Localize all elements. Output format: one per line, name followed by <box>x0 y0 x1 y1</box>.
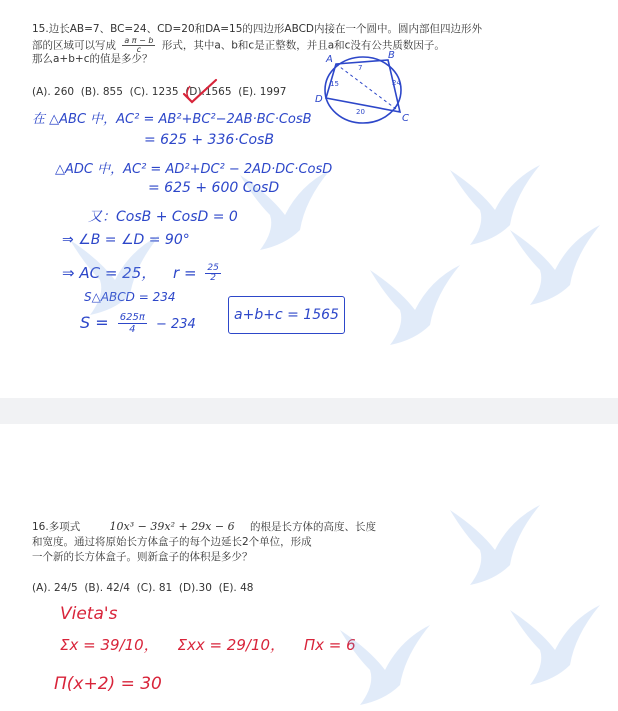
radius-fraction <box>205 264 220 283</box>
final-answer-box: a+b+c = 1565 <box>228 296 345 334</box>
s-denominator: 4 <box>129 324 136 335</box>
area-fraction <box>122 37 155 54</box>
side-cd-label: 20 <box>356 108 365 116</box>
problem-15-line-3: 那么a+b+c的值是多少？ <box>32 53 153 65</box>
problem-16-choices <box>32 582 253 595</box>
vieta-result: Π(x+2) = 30 <box>54 674 162 694</box>
s-numerator: 625π <box>119 312 145 323</box>
vieta-sum-1: Σx = 39/10， <box>60 636 159 654</box>
area-fraction-numerator: a π − b <box>124 36 154 45</box>
choice-d: (D).1565 <box>185 86 232 98</box>
work-line-8: S△ABCD = 234 <box>84 290 176 304</box>
work-line-2: = 625 + 336·CosB <box>144 132 274 148</box>
vertex-d-label: D <box>315 94 323 105</box>
problem-16-label: 16.多项式 <box>32 521 81 533</box>
choice-b: (B). 855 <box>80 86 123 98</box>
choice-e: (E). 1997 <box>238 86 287 98</box>
choice-a: (A). 260 <box>32 86 75 98</box>
ac-equals-25: ⇒ AC = 25， <box>62 264 157 282</box>
problem-16-line-1 <box>32 520 376 534</box>
problem-15-line-1: 15.边长AB=7、BC=24、CD=20和DA=15的四边形ABCD内接在一个圆中。圆内部但四边形外 <box>32 23 483 35</box>
choice-c: (C). 1235 <box>129 86 179 98</box>
vieta-sum-2: Σxx = 29/10， <box>177 636 286 654</box>
problem-15-line-2a: 部的区域可以写成 <box>32 39 116 52</box>
radius-numerator: 25 <box>207 263 219 273</box>
polynomial: 10x³ − 39x² + 29x − 6 <box>109 520 235 533</box>
problem-15-line-2b: 形式，其中a、b和c是正整数，并且a和c没有公共质数因子。 <box>161 39 445 52</box>
work-line-5: 又：CosB + CosD = 0 <box>88 209 238 225</box>
s-fraction <box>118 312 147 335</box>
work-line-3: △ADC 中，AC² = AD²+DC² − 2AD·DC·CosD <box>55 162 333 177</box>
s-label: S = <box>80 313 109 332</box>
s-minus-234: − 234 <box>155 317 196 332</box>
work-line-4: = 625 + 600 CosD <box>148 180 280 196</box>
work-line-9 <box>80 312 196 335</box>
choice-b: (B). 42/4 <box>84 582 130 594</box>
work-line-6: ⇒ ∠B = ∠D = 90° <box>62 232 190 248</box>
vieta-product: Πx = 6 <box>303 636 356 654</box>
work-line-7 <box>62 262 221 283</box>
vertex-a-label: A <box>326 54 333 65</box>
work-line-1: 在 △ABC 中，AC² = AB²+BC²−2AB·BC·CosB <box>32 112 312 127</box>
problem-16-line-3: 一个新的长方体盒子。则新盒子的体积是多少？ <box>32 551 253 563</box>
inscribed-quadrilateral-diagram <box>312 50 418 128</box>
vieta-sums <box>60 634 356 655</box>
radius-denominator: 2 <box>210 273 216 283</box>
choice-a: (A). 24/5 <box>32 582 78 594</box>
check-mark-icon <box>180 76 230 106</box>
side-da-label: 15 <box>330 80 339 88</box>
page-separator <box>0 398 618 424</box>
problem-16-line-1b: 的根是长方体的高度、长度 <box>249 521 376 533</box>
side-ab-label: 7 <box>358 64 363 72</box>
side-bc-label: 24 <box>392 79 401 87</box>
vertex-c-label: C <box>402 113 409 124</box>
radius-label: r = <box>173 264 197 282</box>
choice-d: (D).30 <box>178 582 212 594</box>
area-fraction-denominator: c <box>136 45 142 54</box>
problem-15-choices <box>32 86 286 99</box>
choice-c: (C). 81 <box>136 582 173 594</box>
vieta-title: Vieta's <box>60 604 118 624</box>
vertex-b-label: B <box>388 50 395 61</box>
choice-e: (E). 48 <box>218 582 254 594</box>
problem-16-line-2: 和宽度。通过将原始长方体盒子的每个边延长2个单位，形成 <box>32 536 312 548</box>
problem-16-page <box>0 424 618 711</box>
